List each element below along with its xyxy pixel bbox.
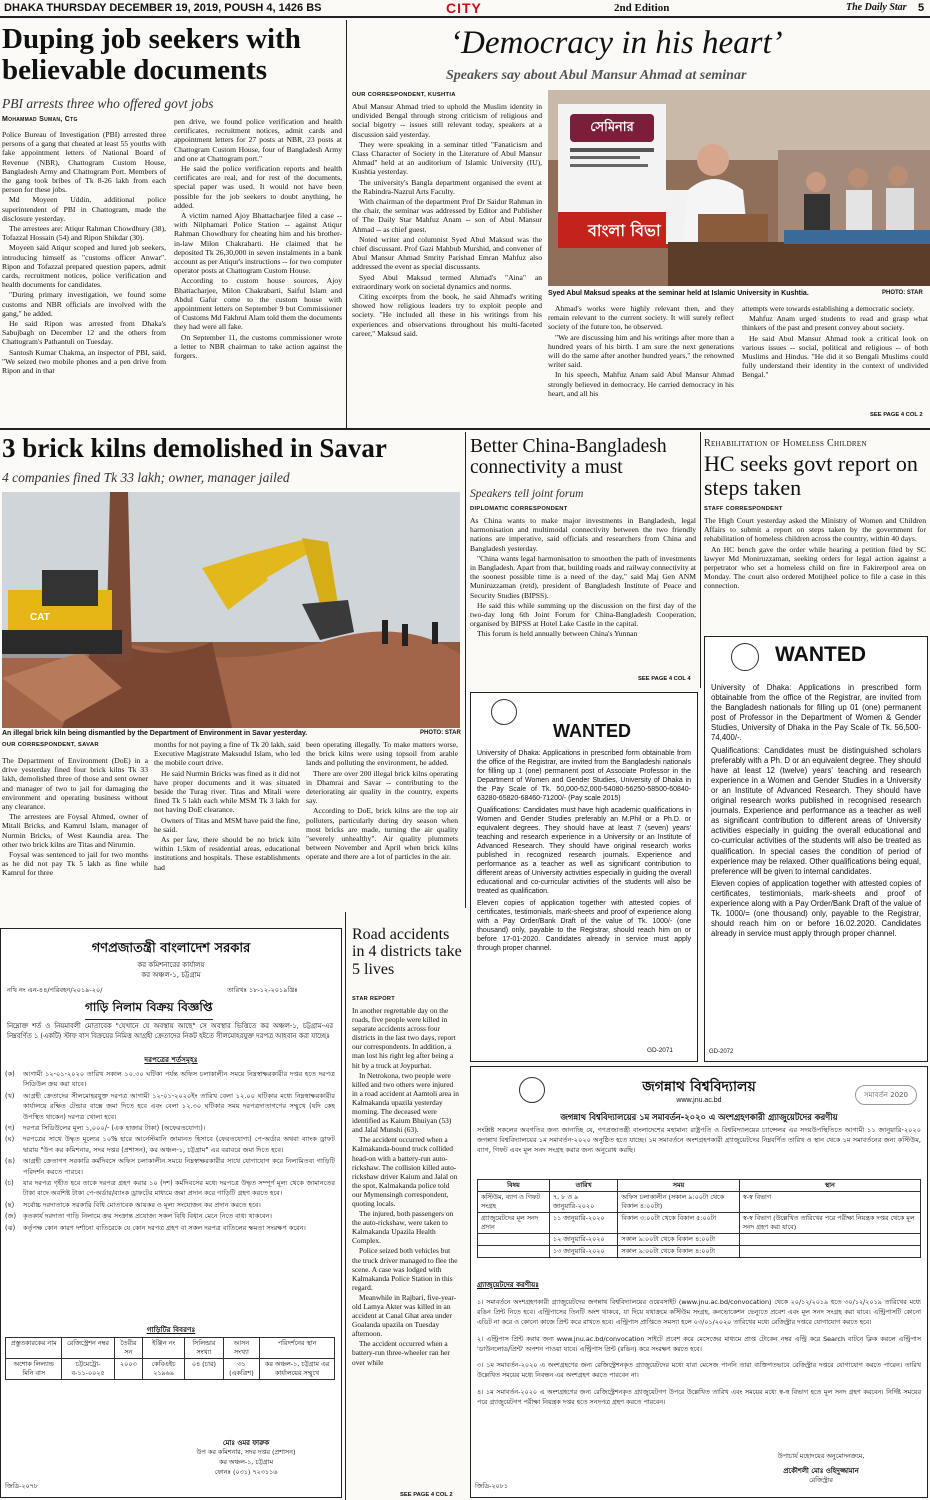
table-row (478, 1246, 921, 1258)
headline[interactable]: Duping job seekers with believable documents (2, 23, 301, 87)
ad-title: WANTED (553, 721, 631, 741)
paragraph: Abul Mansur Ahmad tried to uphold the Muslim identity in undivided Bengal through strong criticism of religious and social bigotry -- issues still relevant today, speakers at a discussion said yesterday. (352, 102, 542, 139)
paragraph: Moyeen said Atiqur scoped and lured job seekers, introducing himself as "customs officer Anwar". Ripon and Tofazzal prepared question papers, admit cards, recruitment notices, police verification and health documents for candidates. (2, 243, 166, 290)
headline[interactable]: Road accidents in 4 districts take 5 lives (352, 926, 462, 978)
story-kilns (0, 432, 462, 908)
paragraph: According to custom house sources, Ajoy Bhattacharjee, Milon Chakrabarti, Saiful Islam and Abdul Gafur come to the custom house with appointment letters on September 9 but Commissioner of Customs Md Fakhrul Alam told them the documents they had were all fake. (174, 276, 342, 332)
term-key: (গ) (5, 1124, 15, 1133)
paragraph: The injured, both passengers on the auto-rickshaw, were taken to Kalmakanda Upazila Health Complex. (352, 1209, 454, 1246)
convocation-badge: সমাবর্তন 2020 (855, 1085, 917, 1105)
govt-auction-ad (0, 928, 342, 1498)
term-text: যার দরপত্র গৃহীত হবে তাকে দরপত্র গ্রহণ করার ১০ (দশ) কর্মদিবসের মধ্যে দরপত্রে উদ্ধৃত সম্পূর্ণ মূল্য থেকে জামানতের টাকা বাদে অবশিষ্ট টাকা পে-অর্ডার/ব্যাংক ড্রাফটের মাধ্যমে জমা প্রদান করে গাড়িটি গ্রহণ করতে হবে। (23, 1179, 335, 1198)
paragraph: As per law, there should be no brick kiln within 1.5km of residential areas, educational institutions and hospitals. These establishments had (154, 835, 300, 872)
ad-code: GD-2071 (647, 1047, 673, 1054)
table-cell: অশোক লিল্যান্ড মিনি বাস (6, 1359, 62, 1380)
paragraph: University of Dhaka: Applications in prescribed form obtainable from the office of the Registrar, are invited from the Bangladesh nationals for filling up 01 (one) permanent post of Professor in the Department of Women & Gender Studies, University of Dhaka in the Pay Scale of Tk. 56,500-74,400/-. (711, 683, 921, 743)
ad-url[interactable]: www.jnu.ac.bd (676, 1097, 722, 1104)
table-row (478, 1213, 921, 1234)
table-cell (478, 1234, 550, 1246)
table-header: তৈরীর সন (114, 1338, 142, 1359)
duties-list (477, 1291, 921, 1413)
table-row (6, 1359, 335, 1380)
table-cell: অফিস চলাকালীন (সকাল ৯:০০টা থেকে বিকাল ৪:০০টা) (618, 1192, 739, 1213)
newspaper-logo: The Daily Star (846, 2, 907, 13)
paragraph: This forum is held annually between China's Yunnan (477, 629, 638, 639)
notice-intro: সংশ্লিষ্ট সকলের অবগতির জন্য জানাচ্ছি যে, গণপ্রজাতন্ত্রী বাংলাদেশের মহামান্য রাষ্ট্রপতি ও বিশ্ববিদ্যালয়ের চ্যান্সেলর এর সদয়উপস্থিতিতে আগামী ১১ জানুয়ারি-২০২০ জগন্নাথ বিশ্ববিদ্যালয়ের ১ম সমাবর্তন-২০২০ অনুষ্ঠিত হতে যাচ্ছে। ১ম সমাবর্তনে অংশগ্রহণকারী গ্র্যাজুয়েটদের নিম্নবর্ণিত তারিখ ও স্থান থেকে ১ম সমাবর্তনের জন্য কস্টিউম, ব্যাগ, গিফট এবং মূল সনদ সংগ্রহ করার জন্য অনুরোধ করছি। (477, 1126, 921, 1155)
table-cell: ০৪ (চার) (185, 1359, 223, 1380)
signer-name: প্রকৌশলী মোঃ ওহিদুজ্জামান (783, 1467, 859, 1475)
paragraph: He said the police verification reports and health certificates are real, and for rest of the documents, special paper was used. It would not have been possible for the job seekers to doubt anything, he added. (174, 164, 342, 210)
paragraph: attempts were towards establishing a democratic society. (742, 304, 915, 313)
term-item (5, 1123, 335, 1133)
paragraph: A victim named Ajoy Bhattacharjee filed a case -- with Nilphamari Police Station -- against Atiqur Rahman Chowdhury for cheating him and his brother-in-law Milon Chakrabarti. He claimed that he deposited Tk 26,30,000 in seven instalments in a bank account as per Atiqur's instructions -- for two computer operator posts at Chattogram Custom House. (174, 211, 342, 276)
seminar-photo (548, 90, 930, 286)
table-cell (739, 1234, 920, 1246)
table-cell: চট্টমেট্রো-ব-১১-০০২৫ (62, 1359, 114, 1380)
jnu-convocation-ad (470, 1066, 928, 1498)
paragraph: Police Bureau of Investigation (PBI) arrested three persons of a gang that cheated at least 55 youths with fake appointment letters of National Board of Revenue (NBR), Chattogram Custom House, Bangladesh Army and Chattogram Port. Members of the gang took bribes of Tk 8-26 lakh from each person for these jobs. (2, 130, 166, 195)
paragraph: As China wants to make major investments in Bangladesh, legal harmonisation and multimodal connectivity between the two friendly nations are imperative, said officials and researchers from China and Bangladesh yesterday. (470, 516, 696, 553)
paragraph: Eleven copies of application together with attested copies of certificates, testimonials, mark-sheets and proof of experience along with a Pay Order/Bank Draft of the value of Tk. 1000/= (one thousand) only, payable to the Registrar, should reach him on or before 16.02.2020. Candidates already in service must apply through proper channel. (711, 878, 921, 939)
table-header: আসন সংখ্যা (223, 1338, 260, 1359)
term-item (5, 1200, 335, 1210)
paragraph: The arrestees are Foysal Ahmed, owner of Mitali Bricks, and Kamrul Islam, manager of Nurmin Bricks, of West Kaundia area. The other two brick kilns are Titas and Nirumin. (2, 812, 148, 849)
column-rule (465, 432, 466, 908)
masthead-rule (0, 16, 930, 18)
paragraph: been operating illegally. To make matters worse, the brick kilns were using topsoil from arable lands and polluting the environment, he added. (306, 740, 458, 768)
table-cell: কেবিএইচ ২১৯৬৯ (143, 1359, 185, 1380)
article-column (352, 102, 542, 424)
byline: OUR CORRESPONDENT, SAVAR (2, 742, 99, 748)
wanted-ad-associate (470, 692, 698, 1062)
paragraph: According to DoE, brick kilns are the top air polluters, particularly during dry season when most bricks are made, turning the air quality "severely unhealthy". Air quality plummets between November and April when brick kilns operate and there are a lot of particles in the air. (306, 806, 458, 862)
term-key: (ক) (5, 1070, 15, 1078)
column-rule (700, 432, 701, 688)
term-key: (খ) (5, 1091, 15, 1100)
subheadline: Speakers tell joint forum (470, 488, 584, 500)
paragraph: ৩। ১ম সমাবর্তন-২০২০ এ অংশগ্রহণের জন্য রেজিস্ট্রেশনকৃত গ্র্যাজুয়েটদের মধ্যে যারা মেসেজ পাননি তারা ব্যক্তিগতভাবে রেজিস্ট্রার দপ্তরে যোগাযোগ করতে পারেন। তারিখ উল্লেখিত সময়ের মধ্যে নিবন্ধন এর অংশগ্রহণ করতে পারবেন না। (477, 1361, 921, 1380)
paragraph: Md Moyeen Uddin, additional police superintendent of PBI in Chattogram, made the disclosure yesterday. (2, 195, 166, 223)
paragraph: He said Nurmin Bricks was fined as it did not have proper documents and it was situated beside the Turag river. Titas and Mitali were fined Tk 5 lakh each while MSM Tk 3 lakh for not having DoE clearance. (154, 768, 300, 815)
paragraph: Eleven copies of application together with attested copies of certificates, testimonials, mark-sheets and proof of experience along with a Pay Order/Bank Draft of the value of Tk. 1000/- (one thousand) only, payable to the Registrar, should reach him on or before 17-01-2020. Candidates already in service must apply through proper channel. (477, 899, 691, 952)
paragraph: months for not paying a fine of Tk 20 lakh, said Executive Magistrate Maksudul Islam, who led the mobile court drive. (154, 740, 300, 768)
ad-code: জিডি-২০৮১ (475, 1482, 508, 1490)
seminar-banner-text: সেমিনার (590, 120, 634, 135)
paragraph: The accident occurred when a Kalmakanda-bound truck collided head-on with a battery-run auto-rickshaw. The collision killed auto-rickshaw driver Kaium and Jalal on the spot, Kalmakanda police told our Mymensingh correspondent, quoting locals. (352, 1135, 458, 1208)
paragraph: In Netrokona, two people were killed and two others were injured in a road accident at Aamtoli area in Kalmakanda upazila yesterday morning. The deceased were identified as Kaium Bhuiyan (53) and Jalal Munshi (63). (352, 1070, 459, 1135)
seminar-banner-text-2: বাংলা বিভা (588, 221, 661, 240)
column-rule (346, 20, 347, 428)
paragraph: pen drive, we found police verification and health certificates, recruitment notices, admit cards and appointment letters for 27 posts at NBR, 23 posts at Chattogram Custom House, four of Bangladesh Army and one at Chattogram port." (174, 117, 342, 163)
term-text: দরপত্র সিডিউলের মূল্য ১,০০০/- (এক হাজার টাকা) (অফেরতযোগ্য)। (23, 1124, 206, 1133)
term-text: কর্তৃপক্ষ কোন কারণ দর্শানো ব্যতিরেকে যে কোন দরপত্র গ্রহণ বা সকল দরপত্র বাতিলের ক্ষমতা সংরক্ষণ করেন। (23, 1223, 306, 1232)
term-item (5, 1223, 335, 1233)
paragraph: The university's Bangla department organised the event at the Rabindra-Nazrul Arts Faculty. (352, 177, 542, 196)
table-header: রেজিস্ট্রেশন নম্বর (62, 1338, 114, 1359)
table-cell: ৭, ৮ ও ৯ জানুয়ারি-২০২০ (549, 1192, 617, 1213)
paragraph: ৪। ১ম সমাবর্তন-২০২০ এ অংশগ্রহণের জন্য রেজিস্ট্রেশনকৃত গ্র্যাজুয়েটগণ উপরে উল্লেখিত তারিখ এবং সময়ের মধ্যে স্ব-স্ব বিভাগ হতে মূল সনদ গ্রহণ করবেন। নির্দিষ্ট সময়ের পরে গ্র্যাজুয়েটগণ পরীক্ষা নিয়ন্ত্রক দপ্তর হতে সনদপত্র গ্রহণ করতে পারবেন। (477, 1387, 921, 1406)
paragraph: ২। এন্ট্রিপাস প্রিন্ট করার জন্য www.jnu.ac.bd/convocation সাইটে প্রবেশ করে মেসেজের মাধ্যমে প্রাপ্ত টোকেন নম্বর এন্ট্রি করে Search বাটনে ক্লিক করলে এন্ট্রিপাস 'ডাউনলোড/প্রিন্ট' অপশন পাওয়া যাবে। এন্ট্রিপাস প্রিন্ট (রঙিন) করে সংরক্ষণ করতে হবে। (477, 1334, 921, 1353)
masthead-date: DHAKA THURSDAY DECEMBER 19, 2019, POUSH 4, 1426 BS (4, 2, 322, 14)
wanted-ad-professor (704, 636, 928, 1062)
notice-heading: জগন্নাথ বিশ্ববিদ্যালয়ের ১ম সমাবর্তন-২০২০ এ অংশগ্রহণকারী গ্র্যাজুয়েটদের করণীয় (560, 1112, 838, 1122)
article-column (2, 130, 166, 422)
story-road-accidents (350, 912, 464, 1500)
paragraph: The accident occurred when a battery-run three-wheeler ran her over while (352, 1339, 450, 1367)
table-header: পরিদর্শনের স্থান (260, 1338, 335, 1359)
sign-pre: উপাচার্য মহোদয়ের অনুমোদনক্রমে, (777, 1452, 865, 1460)
paragraph: Ahmad's works were highly relevant then, and they remain relevant to the current society. It will surely reflect society of the future too, he observed. (548, 304, 734, 332)
story-duping (0, 20, 344, 424)
table-cell: ১২ জানুয়ারি-২০২০ (549, 1234, 617, 1246)
byline: STAFF CORRESPONDENT (704, 506, 783, 512)
university-seal-icon (491, 699, 517, 725)
headline[interactable]: HC seeks govt report on steps taken (704, 451, 918, 500)
table-cell: গ্র্যাজুয়েটদের মূল সনদ প্রদান (478, 1213, 550, 1234)
term-text: কৃতকার্য দরদাতা গাড়ি নিলামে ক্রয় সংক্রান্ত প্রযোজ্য সকল বিধি বিধান মেনে নিতে বাধ্য থাকবেন। (23, 1212, 272, 1221)
table-header: তারিখ (549, 1180, 617, 1192)
table-cell: কর অঞ্চল-১, চট্টগ্রাম এর কার্যালয়ের সম্মুখে (260, 1359, 335, 1380)
term-item (5, 1091, 335, 1122)
jump-reference[interactable]: SEE PAGE 4 COL 2 (870, 412, 923, 418)
paragraph: An HC bench gave the order while hearing a petition filed by SC lawyer Md Moniruzzaman, seeking orders for legal action against a perpetrator who set a homeless child on fire in Fakirerpool area on Monday. The court also ordered Motijheel police to file a case in this connection. (704, 544, 926, 591)
column-rule (345, 912, 346, 1500)
schedule-table (477, 1179, 921, 1258)
table-cell: স্ব-স্ব বিভাগ (উল্লেখিত তারিখের পরে পরীক্ষা নিয়ন্ত্রক দপ্তর থেকে মূল সনদ গ্রহণ করা যাবে) (739, 1213, 920, 1234)
byline: DIPLOMATIC CORRESPONDENT (470, 506, 568, 512)
memo-number: নথি নং এন-৪৪/পরিবহন/২০১৯-২০/ (7, 986, 103, 994)
table-row (478, 1192, 921, 1213)
paragraph: Foysal was sentenced to jail for two months as he did not pay Tk 5 lakh as fine while Kamrul for three (2, 850, 148, 878)
ad-title: গণপ্রজাতন্ত্রী বাংলাদেশ সরকার (91, 941, 251, 956)
jump-reference[interactable]: SEE PAGE 4 COL 4 (638, 676, 691, 682)
ad-title: WANTED (775, 643, 866, 666)
term-item (5, 1211, 335, 1221)
term-text: আগ্রহী ক্রেতাগণ সরকারি কর্মদিবসে অফিস চলাকালীন সময়ে নিম্নস্বাক্ষরকারীর সাথে যোগাযোগ করে নিলামিতব্য গাড়িটি পরিদর্শন করতে পারবে। (23, 1157, 335, 1176)
ad-code: জিডি-২০৭৮ (5, 1482, 38, 1490)
table-header: প্রস্তুতকারকের নাম (6, 1338, 62, 1359)
excavator-brand-text: CAT (30, 612, 50, 623)
paragraph: He said Abul Mansur Ahmad took a critical look on various issues -- social, political and religious -- of both Muslims and Hindus. "He did it so Bengali Muslims could fully understand their identity in the context of undivided Bengal." (742, 333, 928, 380)
article-column (470, 516, 696, 678)
brick-kiln-photo (2, 492, 460, 728)
story-democracy (350, 20, 930, 428)
photo-credit: PHOTO: STAR (882, 290, 923, 296)
paragraph: Noted writer and columnist Syed Abul Maksud was the chief discussant. Prof Gazi Mahbub Murshid, and convener of Abul Mansur Ahmad Smrity Parishad Emran Mahfuz also addressed the event as special discussants. (352, 234, 542, 272)
headline[interactable]: ‘Democracy in his heart’ (450, 25, 783, 61)
table-cell: ২০০৩ (114, 1359, 142, 1380)
paragraph: Qualifications: Candidates must have high academic qualifications in Women and Gender Studies preferably an M.Phil or a Ph.D. or equivalent degrees. They should have at least 7 (seven) years' teaching and research experience in a University or an Institute of Advanced Research. They should have original research works published in recognized research journals. Experience and performance as a teacher as well as significant contribution to different areas of University activities especially in guiding the overall educational and co-curricular activities of the students will also be treated as qualification. (477, 806, 691, 896)
section-title: CITY (446, 0, 482, 16)
paragraph: In another regrettable day on the roads, five people were killed in separate accidents across four districts in the last two days, report our correspondents. In addition, a man lost his right leg after being a hit by a truck at Joypurhat. (352, 1006, 456, 1070)
paragraph: Meanwhile in Rajbari, five-year-old Lamya Akter was killed in an accident at Canal Ghat area under Goalanda upazila on Tuesday afternoon. (352, 1292, 457, 1339)
paragraph: Police seized both vehicles but the truck driver managed to flee the scene. A case was lodged with Kalmakanda Police Station in this regard. (352, 1246, 458, 1292)
table-header: ইঞ্জিন নং (143, 1338, 185, 1359)
signer-title: উপ কর কমিশনার, সদর দপ্তর (প্রশাসন) (196, 1448, 296, 1456)
table-cell: স্ব-স্ব বিভাগ (739, 1192, 920, 1213)
signer-zone: কর অঞ্চল-১, চট্টগ্রাম (218, 1458, 274, 1466)
section-rule (0, 428, 930, 430)
paragraph: Citing excerpts from the book, he said Ahmad's writing showed how religious leaders try to exploit people and society. "He included all these in his writings from his experiences and observations throughout his multi-faceted career," Maksud said. (352, 292, 542, 338)
term-key: (ছ) (5, 1200, 15, 1209)
headline[interactable]: Better China-Bangladesh connectivity a must (470, 436, 667, 479)
ad-body (477, 749, 691, 1049)
subheadline: 4 companies fined Tk 33 lakh; owner, manager jailed (2, 470, 290, 485)
article-column (704, 516, 926, 626)
term-text: আগামী ১২-০১-২০২০ তারিখ সকাল ১০.৩০ ঘটিকা পর্যন্ত অফিস চলাকালীন সময়ে নিম্নস্বাক্ষরকারীর দপ্তর হতে দরপত্র সিডিউল ক্রয় করা যাবে। (23, 1070, 335, 1089)
term-key: (ঝ) (5, 1223, 16, 1232)
paragraph: With chairman of the department Prof Dr Saidur Rahman in the chair, the seminar was addressed by Editor and Publisher of The Daily Star Mahfuz Anam -- son of Abul Mansur Ahmad -- as chief guest. (352, 197, 542, 234)
byline: Mohammad Suman, Ctg (2, 116, 78, 123)
article-column (352, 1006, 460, 1490)
ad-zone: কর অঞ্চল-১, চট্টগ্রাম (141, 971, 201, 979)
term-key: (চ) (5, 1179, 14, 1188)
vehicle-table-title: গাড়িটির বিবরণঃ (146, 1325, 196, 1334)
story-hc (704, 436, 930, 632)
paragraph: University of Dhaka: Applications in prescribed form obtainable from the office of the Registrar, are invited from the Bangladeshi nationals for filling up 1 (one) permanent post of Associate Professor in the Department of Women and Gender Studies, University of Dhaka in the Pay Scale of Tk. 50,000-52,000-54080-56250-58500-60840-63280-65820-68460-71200/- (Pay scale 2015) (477, 750, 691, 803)
terms-title: দরপত্রের শর্তসমূহঃ (144, 1055, 198, 1064)
article-column (742, 304, 928, 404)
paragraph: On September 11, the customs commissioner wrote a letter to NBR chairman to take action against the forgers. (174, 332, 342, 361)
university-seal-icon (731, 643, 759, 671)
paragraph: In his speech, Mahfuz Anam said Abul Mansur Ahmad strongly believed in democracy. He carried democracy in his heart, and all his (548, 370, 734, 398)
ad-body (711, 683, 921, 1047)
notice-intro: নিম্নোক্ত শর্ত ও নিয়মাবলী মোতাবেক "যেখানে যে অবস্থায় আছে" সে অবস্থার ভিত্তিতে কর অঞ্চল-১, চট্টগ্রাম-এর নিম্নবর্ণিত ১ (একটি) স্টাফ বাস বিক্রয়ের নিমিত্ত আগ্রহী ক্রেতাদের নিকট হইতে সীলমোহরযুক্ত দরপত্র আহবান করা যাচ্ছেঃ (7, 1022, 333, 1041)
article-column (548, 304, 734, 424)
paragraph: "We are discussing him and his writings after more than a hundred years of his birth. I am sure the next generations will do the same after another hundred years," the renowned writer said. (548, 332, 734, 370)
paragraph: Syed Abul Maksud termed Ahmad's "Aina" an extraordinary work on societal dynamics and norms. (352, 272, 542, 291)
signer-title: রেজিস্ট্রার (809, 1476, 833, 1484)
term-text: আগ্রহী ক্রেতাদের সীলমোহরযুক্ত দরপত্র আগামী ১২-০১-২০২০ইং তারিখ বেলা ১২.০০ ঘটিকার মধ্যে নিম্নস্বাক্ষরকারীর কার্যালয়ে রক্ষিত টেন্ডার বাক্সে জমা দিতে হবে এবং বেলা ১২.৩০ ঘটিকার সময় দরপত্রদাতাগণের সম্মুখে (যদি কেহ উপস্থিত থাকেন) দরপত্র খোলা হবে। (23, 1091, 335, 1121)
article-column (2, 756, 148, 906)
signer-phone: ফোনঃ (০৩১) ৭২৩১১৬ (214, 1468, 278, 1476)
kicker: Rehabilitation of Homeless Children (704, 438, 867, 449)
table-row (478, 1234, 921, 1246)
article-column (306, 740, 458, 906)
edition-label: 2nd Edition (614, 2, 670, 14)
table-cell: কস্টিউম, ব্যাগ ও গিফট সংগ্রহ (478, 1192, 550, 1213)
paragraph: "During primary investigation, we found some customs and NBR officials are involved with the gang," he added. (2, 290, 166, 318)
table-header: স্থান (739, 1180, 920, 1192)
paragraph: The High Court yesterday asked the Ministry of Women and Children Affairs to submit a report on steps taken by the government for rehabilitation of homeless children across the country, within 40 days. (704, 516, 926, 544)
table-cell: ৩১ (একত্রিশ) (223, 1359, 260, 1380)
ad-office: কর কমিশনারের কার্যালয় (137, 961, 205, 969)
table-cell: ১৩ জানুয়ারি-২০২০ (549, 1246, 617, 1258)
memo-date: তারিখঃ ১৮-১২-২০১৯খ্রিঃ (227, 986, 298, 994)
paragraph: There are over 200 illegal brick kilns operating in Dhamrai and Savar -- contributing to the deteriorating air quality in the country, experts say. (306, 768, 458, 806)
paragraph: Mahfuz Anam urged students to read and grasp what thinkers of the past and present convey about society. (742, 314, 928, 333)
vehicle-table (5, 1337, 335, 1380)
paragraph: Qualifications: Candidates must be distinguished scholars preferably with a Ph. D or an equivalent degree. They should have at least 12 (twelve) years' teaching and research experience in a Women and Gender Studies in a University or an Institute of Advanced Research. They should have original research works published in recognised research journals. Experience and performance as a teacher as well as significant contribution to different areas of University activities especially in guiding the overall educational and co-curricular activities of the students will also be treated as qualification. In special cases the condition of period of experience may be relaxed. Other qualifications being equal, preference will be given to internal candidates. (711, 745, 921, 876)
paragraph: ১। সমাবর্তনে অংশগ্রহণকারী গ্র্যাজুয়েটদের জগন্নাথ বিশ্ববিদ্যালয়ের ওয়েবসাইট (www.jnu.ac.bd/convocation) থেকে ২০/১২/২০১৯ হতে ৩০/১২/২০১৯ তারিখের মধ্যে রঙিন প্রিন্ট নিতে হবে। এন্ট্রিপাসের তিনটি অংশ থাকবে, যা দিয়ে যথাক্রমে কস্টিউম সংগ্রহ, কনভোকেশন ভেন্যুতে প্রবেশ এবং মূল সনদ সংগ্রহ করা যাবে। এন্ট্রিপাসটি কোনো এডিট না করে ও কোনো কাজে প্রিন্ট করে রাখতে হবে। এন্ট্রিপাস প্রাপ্তিতে সমস্যা হলে ০৩/০১/২০২০ তারিখের মধ্যে রেজিস্ট্রার দপ্তরে যোগাযোগ করতে হবে। (477, 1298, 921, 1327)
jump-reference[interactable]: SEE PAGE 4 COL 2 (400, 1492, 453, 1498)
photo-caption: An illegal brick kiln being dismantled by the Department of Environment in Savar yesterday. (2, 730, 308, 737)
duties-title: গ্র্যাজুয়েটদের করণীয়ঃ (477, 1281, 539, 1289)
paragraph: Owners of Titas and MSM have paid the fine, he said. (154, 815, 300, 834)
table-header: সিলিন্ডার সংখ্যা (185, 1338, 223, 1359)
term-key: (ঙ) (5, 1157, 15, 1166)
terms-list (5, 1069, 335, 1234)
table-cell: ১১ জানুয়ারি-২০২০ (549, 1213, 617, 1234)
term-key: (ঘ) (5, 1135, 15, 1144)
table-header: সময় (618, 1180, 739, 1192)
table-cell: সকাল ৯:০০টা থেকে বিকাল ৪:০০টা (618, 1246, 739, 1258)
page-number: 5 (918, 2, 925, 14)
photo-credit: PHOTO: STAR (420, 730, 461, 736)
term-item (5, 1178, 335, 1199)
ad-title: জগন্নাথ বিশ্ববিদ্যালয় (642, 1079, 756, 1095)
signer-name: মোঃ ওমর ফারুক (222, 1439, 270, 1447)
kiln-illustration (2, 492, 460, 728)
paragraph: The Department of Environment (DoE) in a drive yesterday fined four brick kilns Tk 33 lakh, demolished three of those and sent owner and manager of two to jail for damaging the environment and operating business without any clearance. (2, 756, 148, 812)
term-item (5, 1156, 335, 1177)
ad-code: GD-2072 (709, 1049, 734, 1055)
paragraph: "China wants legal harmonisation to smoothen the path of investments in Bangladesh. Apart from that, building roads and railway connectivity at the soonest possible time is a need of the day," said Maj Gen ANM Muniruzzaman (retd), president of Bangladesh Institute of Peace and Security Studies (BIPSS). (470, 553, 696, 600)
article-column (174, 117, 342, 422)
paragraph: He said this while summing up the discussion on the first day of the two-day long 6th Joint Forum for China-Bangladesh Cooperation, organised by BIPSS at Hotel Lake Castle in the capital. (470, 600, 696, 629)
subheadline: PBI arrests three who offered govt jobs (2, 96, 214, 111)
table-cell (739, 1246, 920, 1258)
paragraph: He said Ripon was arrested from Dhaka's Sabujbagh on December 12 and the others from Chattogram's Pathantuli on Tuesday. (2, 319, 166, 347)
term-item (5, 1069, 335, 1090)
headline[interactable]: 3 brick kilns demolished in Savar (2, 433, 387, 463)
byline: STAR REPORT (352, 996, 395, 1002)
byline: OUR CORRESPONDENT, KUSHTIA (352, 92, 456, 98)
notice-title: গাড়ি নিলাম বিক্রয় বিজ্ঞপ্তি (85, 999, 213, 1020)
paragraph: They were speaking in a seminar titled "Fanaticism and Class Character of Society in the Literature of Abul Mansur Ahmad" held at an auditorium of Islamic University (IU), Kushtia yesterday. (352, 139, 542, 177)
term-key: (জ) (5, 1212, 17, 1221)
story-china (470, 436, 696, 688)
table-cell (478, 1246, 550, 1258)
term-text: দরপত্রের সাথে উদ্ধৃত মূল্যের ১০% হারে আর্নেস্টমানি জামানত হিসাবে (ফেরতযোগ্য) পে-অর্ডার অথবা ব্যাংক ড্রাফট দ্বারায় "উপ কর কমিশনার, সদর দপ্তর (প্রশাসন), কর অঞ্চল-১, চট্টগ্রাম" এর বরাবরে জমা দিতে হবে। (23, 1135, 335, 1154)
paragraph: The arrestees are: Atiqur Rahman Chowdhury (38), Tofazzal Hossain (54) and Ripon Shikdar (30). (2, 224, 166, 243)
paragraph: Santosh Kumar Chakma, an inspector of PBI, said, "We seized two mobile phones and a pen drive from Ripon and in that (2, 347, 166, 376)
term-item (5, 1134, 335, 1155)
article-column (154, 740, 300, 906)
table-cell: সকাল ৯:০০টা থেকে বিকাল ৪:০০টা (618, 1234, 739, 1246)
table-header: বিষয় (478, 1180, 550, 1192)
subheadline: Speakers say about Abul Mansur Ahmad at seminar (446, 68, 747, 83)
masthead (0, 0, 930, 16)
photo-caption: Syed Abul Maksud speaks at the seminar held at Islamic University in Kushtia. (548, 290, 809, 297)
table-cell: বিকাল ৩:০০টা থেকে বিকাল ৫:০০টা (618, 1213, 739, 1234)
term-text: সর্বোচ্চ দরদাতাকে সরকারি বিধি মোতাবেক আয়কর ও মূল্য সংযোজন কর প্রদান করতে হবে। (23, 1200, 261, 1209)
